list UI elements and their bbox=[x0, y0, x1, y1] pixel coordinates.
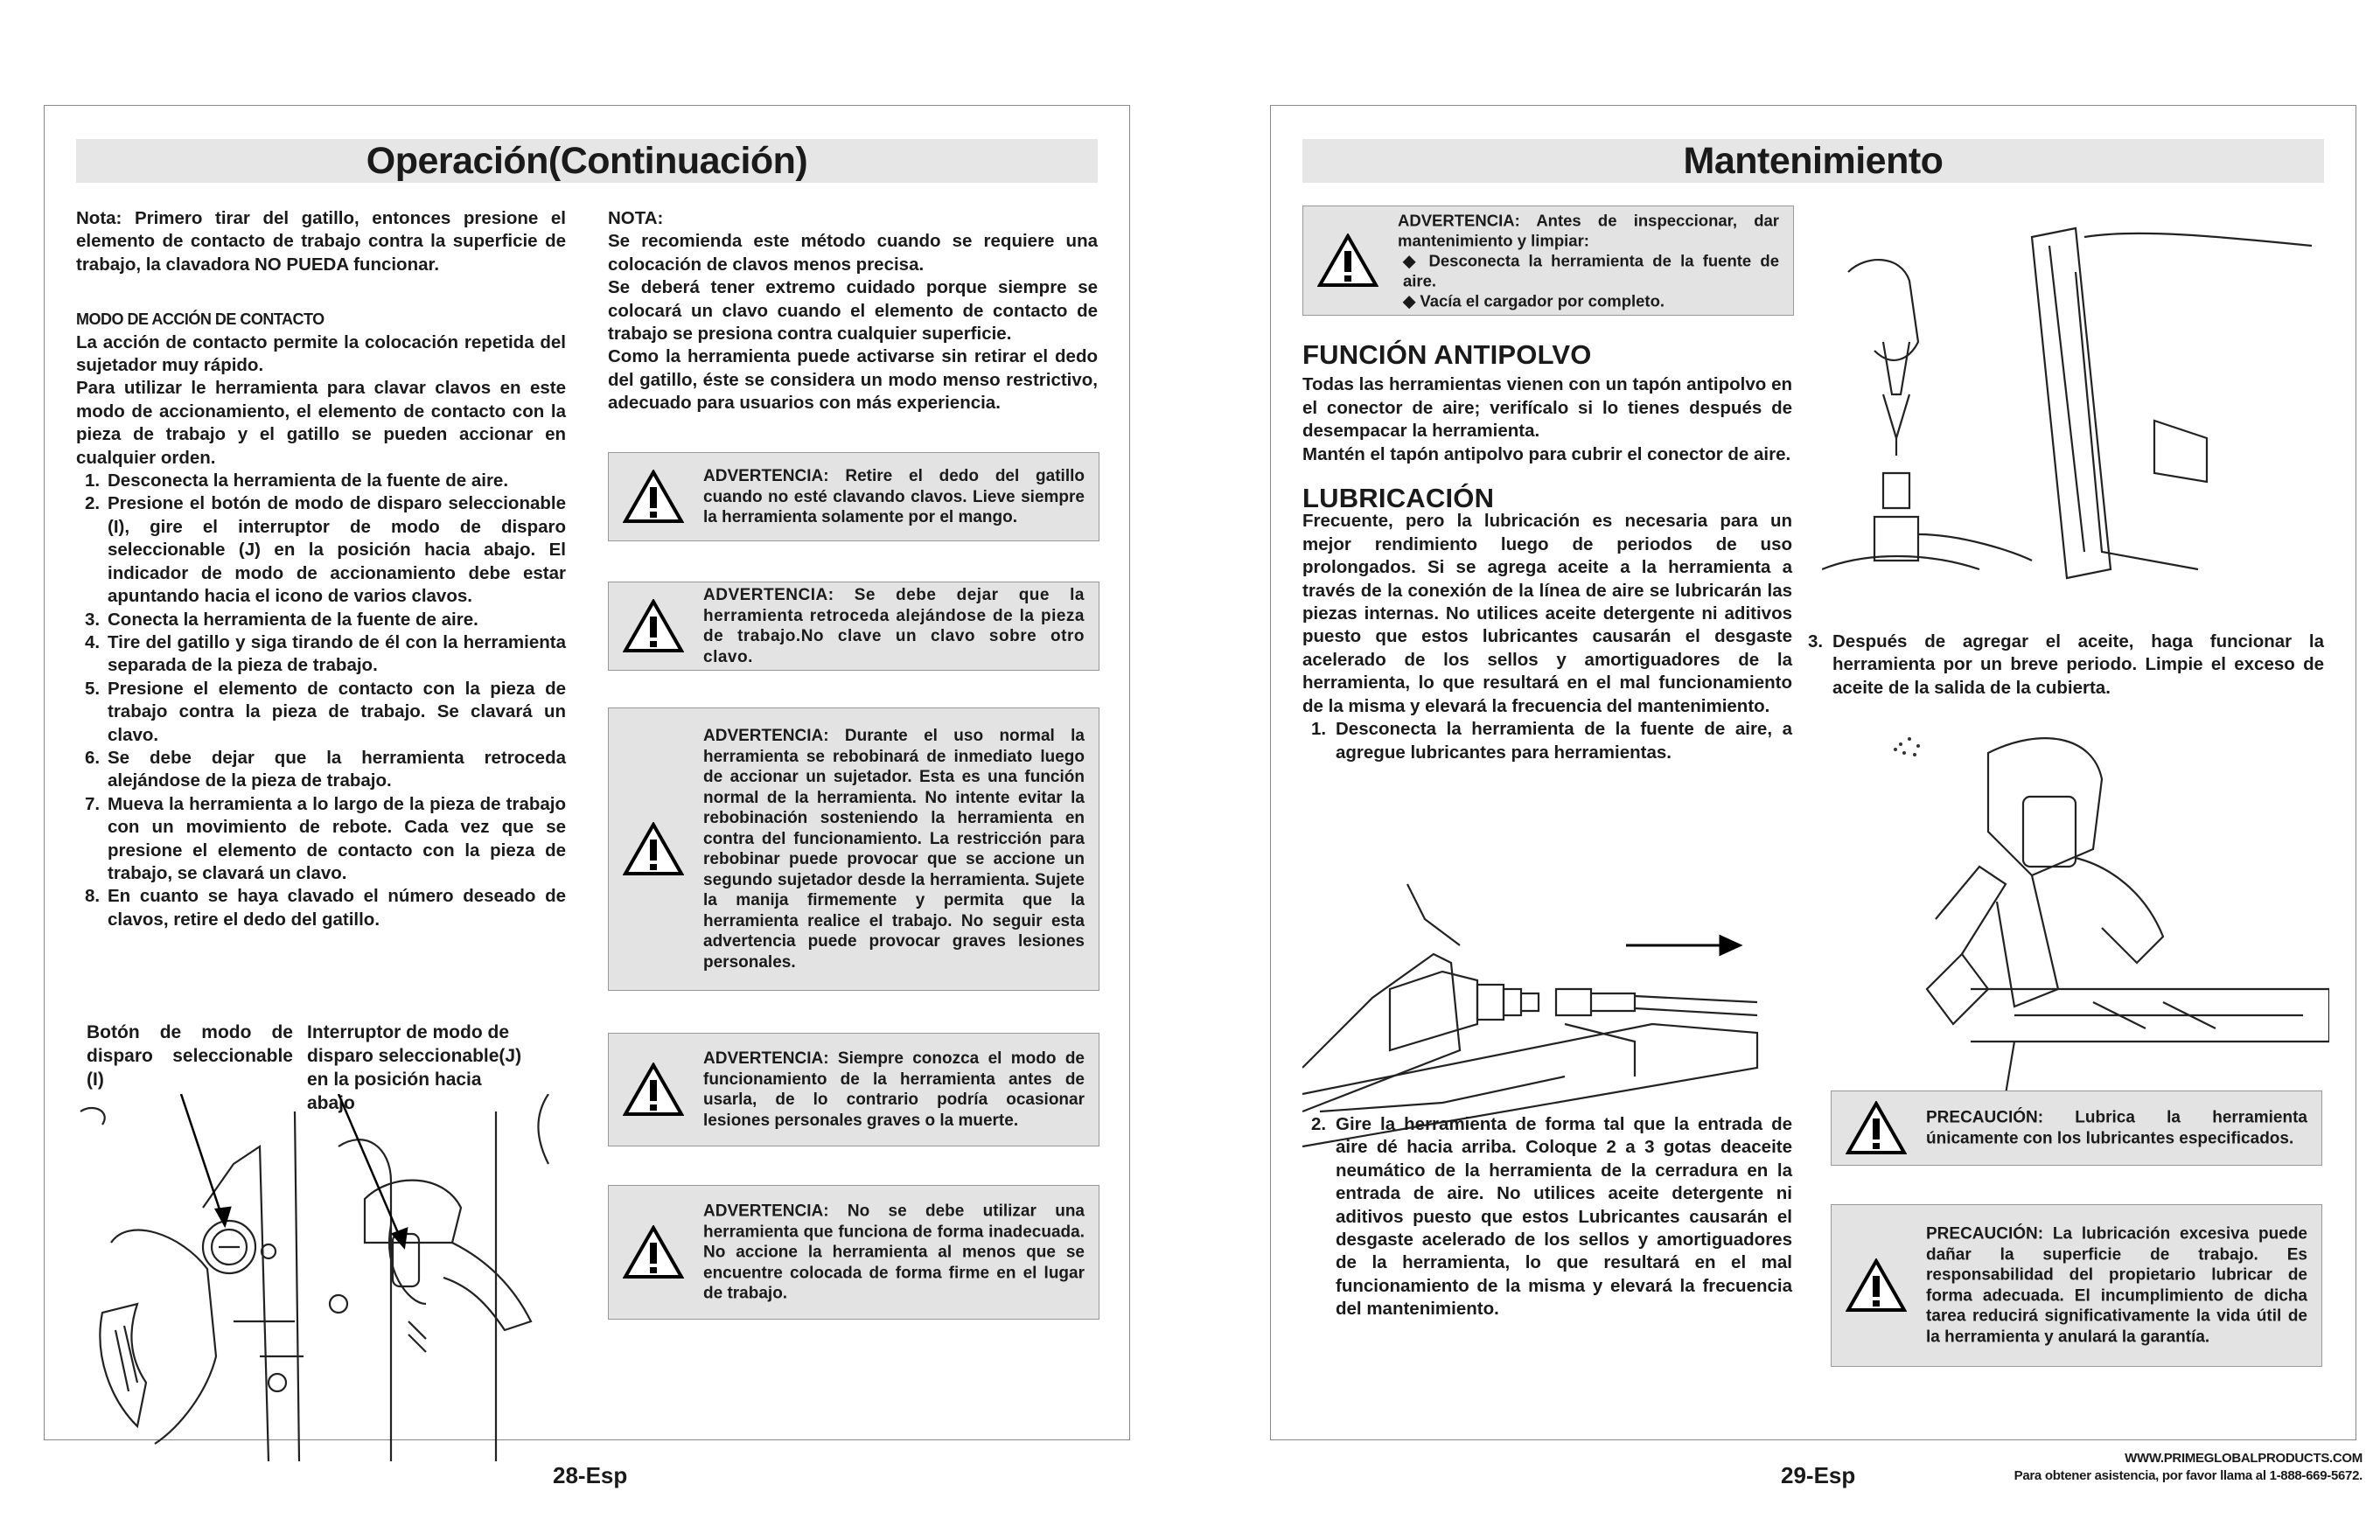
caution-box: PRECAUCIÓN: Lubrica la herramienta únicamente con los lubricantes especificados. bbox=[1831, 1091, 2322, 1166]
step-item: 3. Conecta la herramienta de la fuente de aire. bbox=[85, 609, 478, 630]
maintenance-text-column bbox=[1302, 339, 1792, 764]
step2-column bbox=[1302, 1113, 1792, 1321]
step-item: 5. Presione el elemento de contacto con la pieza de trabajo contra la pieza de trabajo. Se clavará un clavo. bbox=[85, 678, 566, 745]
warning-icon bbox=[1317, 233, 1378, 288]
steps-list bbox=[76, 470, 566, 931]
page-number-right: 29-Esp bbox=[1781, 1462, 1856, 1488]
lubrication-steps-3 bbox=[1799, 631, 2324, 700]
warning-box: ADVERTENCIA: Retire el dedo del gatillo cuando no esté clavando clavos. Lieve siempre la herramienta solamente por el mango. bbox=[608, 452, 1099, 541]
left-text-column bbox=[76, 207, 566, 931]
website-link[interactable]: WWW.PRIMEGLOBALPRODUCTS.COM bbox=[2125, 1451, 2363, 1466]
footer-contact bbox=[2014, 1450, 2363, 1485]
mode-heading: MODO DE ACCIÓN DE CONTACTO bbox=[76, 310, 325, 329]
warning-icon bbox=[623, 470, 684, 524]
warning-box: ADVERTENCIA: Siempre conozca el modo de funcionamiento de la herramienta antes de usarla, de lo contrario podría ocasionar lesiones personales graves o la muerte. bbox=[608, 1033, 1099, 1146]
nota-column bbox=[608, 207, 1098, 415]
nota-paragraph-1: Se recomienda este método cuando se requiere una colocación de clavos menos precisa. bbox=[608, 231, 1098, 275]
warning-icon bbox=[623, 1225, 684, 1279]
dust-heading: FUNCIÓN ANTIPOLVO bbox=[1302, 339, 1592, 370]
bullet-item: ◆ Vacía el cargador por completo. bbox=[1403, 291, 1665, 310]
step-item: 1. Desconecta la herramienta de la fuente de aire. bbox=[85, 470, 509, 491]
lubrication-steps bbox=[1302, 718, 1792, 764]
step3-column bbox=[1799, 631, 2324, 700]
nota-paragraph-2: Se deberá tener extremo cuidado porque siempre se colocará un clavo cuando el elemento de contacto de trabajo se presiona contra cualquier superficie. bbox=[608, 277, 1098, 345]
page-number-left: 28-Esp bbox=[553, 1462, 628, 1488]
firing-mode-illustration bbox=[76, 1094, 566, 1470]
step-item: 1. Desconecta la herramienta de la fuente de aire, a agregue lubricantes para herramientas. bbox=[1311, 719, 1792, 763]
lubrication-paragraph: Frecuente, pero la lubricación es necesaria para un mejor rendimiento luego de periodos de uso prolongados. Si se agrega aceite a la herramienta a través de la conexión de la línea de aire se lubricarán las piezas internas. No utilices aceite detergente ni aditivos puesto que estos lubricantes causarán el desgaste acelerado de los sellos y amortiguadores de la herramienta, lo que resultará en el mal funcionamiento de la misma y elevará la frecuencia del mantenimiento. bbox=[1302, 511, 1792, 716]
step-item: 2. Presione el botón de modo de disparo seleccionable (I), gire el interruptor de modo de disparo seleccionable (J) en la posición hacia abajo. El indicador de modo de accionamiento debe estar apuntando hacia el icono de varios clavos. bbox=[85, 493, 566, 607]
nota-paragraph-3: Como la herramienta puede activarse sin retirar el dedo del gatillo, éste se considera un modo menso restrictivo, adecuado para usuarios con más experiencia. bbox=[608, 346, 1098, 414]
top-warning-box: ADVERTENCIA: Antes de inspeccionar, dar mantenimiento y limpiar: ◆ Desconecta la herramienta de la fuente de aire. ◆ Vacía el cargador por completo. bbox=[1302, 206, 1794, 316]
assistance-text: Para obtener asistencia, por favor llama al 1-888-669-5672. bbox=[2014, 1468, 2363, 1483]
warning-icon bbox=[623, 1063, 684, 1117]
left-page bbox=[44, 105, 1130, 1440]
dust-paragraph-1: Todas las herramientas vienen con un tapón antipolvo en el conector de aire; verifícalo si lo tienes después de desempacar la herramienta. bbox=[1302, 374, 1792, 442]
warning-icon bbox=[623, 599, 684, 653]
lubrication-heading: LUBRICACIÓN bbox=[1302, 483, 1495, 514]
mode-paragraph-1: La acción de contacto permite la colocación repetida del sujetador muy rápido. bbox=[76, 331, 566, 376]
right-page bbox=[1270, 105, 2356, 1440]
air-connector-illustration bbox=[1302, 849, 1792, 1155]
switch-label: Interruptor de modo de disparo seleccionable(J) en la posición hacia abajo bbox=[307, 1022, 522, 1113]
warning-box: ADVERTENCIA: Se debe dejar que la herramienta retroceda alejándose de la pieza de trabajo.No clave un clavo sobre otro clavo. bbox=[608, 582, 1099, 671]
dust-paragraph-2: Mantén el tapón antipolvo para cubrir el conector de aire. bbox=[1302, 443, 1791, 464]
step-item: 6. Se debe dejar que la herramienta retroceda alejándose de la pieza de trabajo. bbox=[85, 747, 566, 791]
warning-box: ADVERTENCIA: Durante el uso normal la herramienta se rebobinará de inmediato luego de accionar un sujetador. Esta es una función normal de la herramienta. No intente evitar la rebobinación sosteniendo la herramienta en contra del funcionamiento. La restricción para rebobinar puede provocar que se accione un segundo sujetador desde la herramienta. Sujete la manija firmemente y permita que la herramienta realice el trabajo. No seguir esta advertencia puede provocar graves lesiones personales. bbox=[608, 707, 1099, 991]
page-title-left: Operación(Continuación) bbox=[76, 139, 1098, 183]
nota-title: NOTA: bbox=[608, 208, 664, 228]
step-item: 2. Gire la herramienta de forma tal que la entrada de aire dé hacia arriba. Coloque 2 a 3 gotas deaceite neumático de la herramienta de la cerradura en la entrada de aire. No utilices aceite detergente ni aditivos puesto que estos Lubricantes causarán el desgaste acelerado de los sellos y amortiguadores de la herramienta, lo que resultará en el mal funcionamiento de la misma y elevará la frecuencia del mantenimiento. bbox=[1311, 1114, 1792, 1320]
warning-icon bbox=[623, 822, 684, 876]
caution-box: PRECAUCIÓN: La lubricación excesiva puede dañar la superficie de trabajo. Es responsabilidad del propietario lubricar de forma adecuada. El incumplimiento de dicha tarea reducirá significativamente la vida útil de la herramienta y anulará la garantía. bbox=[1831, 1204, 2322, 1367]
page-title-right: Mantenimiento bbox=[1302, 139, 2324, 183]
bullet-item: ◆ Desconecta la herramienta de la fuente de aire. bbox=[1403, 251, 1779, 290]
mode-paragraph-2: Para utilizar le herramienta para clavar clavos en este modo de accionamiento, el elemento de contacto con la pieza de trabajo y el gatillo se pueden accionar en cualquier orden. bbox=[76, 378, 566, 468]
step-item: 8. En cuanto se haya clavado el número deseado de clavos, retire el dedo del gatillo. bbox=[85, 886, 566, 930]
note-paragraph: Nota: Primero tirar del gatillo, entonces presione el elemento de contacto de trabajo contra la superficie de trabajo, la clavadora NO PUEDA funcionar. bbox=[76, 208, 566, 275]
button-label: Botón de modo de disparo seleccionable (I) bbox=[87, 1022, 293, 1090]
warning-icon bbox=[1846, 1258, 1907, 1313]
warning-icon bbox=[1846, 1101, 1907, 1155]
step-item: 7. Mueva la herramienta a lo largo de la pieza de trabajo con un movimiento de rebote. Cada vez que se presione el elemento de contacto con la pieza de trabajo, se clavará un clavo. bbox=[85, 793, 566, 883]
lubrication-steps-2 bbox=[1302, 1113, 1792, 1321]
warning-box: ADVERTENCIA: No se debe utilizar una herramienta que funciona de forma inadecuada. No accione la herramienta al menos que se encuentre colocada de forma firme en el lugar de trabajo. bbox=[608, 1185, 1099, 1320]
nailer-illustration bbox=[1883, 727, 2329, 1094]
step-item: 3. Después de agregar el aceite, haga funcionar la herramienta por un breve periodo. Limpie el exceso de aceite de la salida de la cubierta. bbox=[1808, 631, 2324, 698]
step-item: 4. Tire del gatillo y siga tirando de él con la herramienta separada de la pieza de trabajo. bbox=[85, 631, 566, 676]
